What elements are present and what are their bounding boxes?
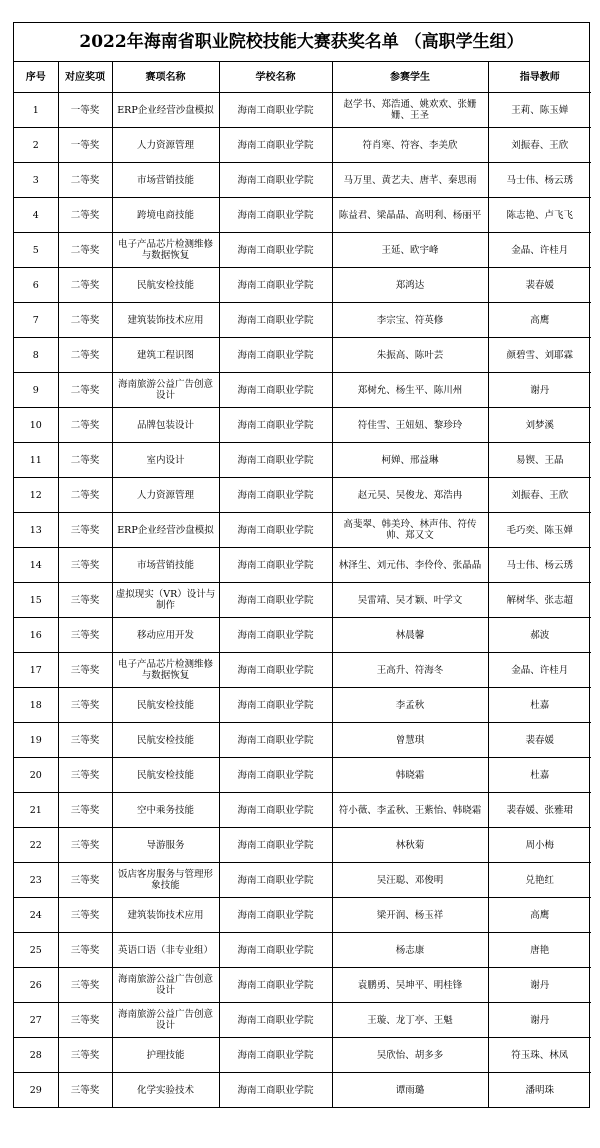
document-title: 2022年海南省职业院校技能大赛获奖名单 （高职学生组） bbox=[14, 23, 589, 62]
cell-teachers: 易锲、王晶 bbox=[488, 443, 591, 478]
cell-students: 李宗宝、符英修 bbox=[332, 303, 488, 338]
table-row bbox=[14, 723, 591, 758]
cell-students: 马万里、黄艺夫、唐芊、秦思雨 bbox=[332, 163, 488, 198]
cell-teachers: 郝波 bbox=[488, 618, 591, 653]
cell-index: 21 bbox=[14, 793, 58, 828]
cell-event: 导游服务 bbox=[112, 828, 219, 863]
cell-students: 吴雷靖、吴才颖、叶学文 bbox=[332, 583, 488, 618]
cell-students: 郑树允、杨生平、陈川州 bbox=[332, 373, 488, 408]
cell-index: 2 bbox=[14, 128, 58, 163]
cell-award: 二等奖 bbox=[58, 233, 112, 268]
cell-school: 海南工商职业学院 bbox=[219, 758, 332, 793]
cell-school: 海南工商职业学院 bbox=[219, 898, 332, 933]
cell-index: 19 bbox=[14, 723, 58, 758]
cell-event: 化学实验技术 bbox=[112, 1073, 219, 1108]
cell-students: 朱振高、陈叶芸 bbox=[332, 338, 488, 373]
cell-teachers: 高鹰 bbox=[488, 303, 591, 338]
cell-index: 8 bbox=[14, 338, 58, 373]
table-row bbox=[14, 688, 591, 723]
cell-event: 空中乘务技能 bbox=[112, 793, 219, 828]
cell-index: 22 bbox=[14, 828, 58, 863]
table-row bbox=[14, 828, 591, 863]
table-row bbox=[14, 163, 591, 198]
cell-school: 海南工商职业学院 bbox=[219, 1073, 332, 1108]
cell-students: 符佳雪、王妞妞、黎珍玲 bbox=[332, 408, 488, 443]
cell-index: 13 bbox=[14, 513, 58, 548]
cell-award: 三等奖 bbox=[58, 863, 112, 898]
cell-students: 赵元昊、吴俊龙、郑浩冉 bbox=[332, 478, 488, 513]
table-row bbox=[14, 618, 591, 653]
cell-teachers: 杜嘉 bbox=[488, 758, 591, 793]
cell-school: 海南工商职业学院 bbox=[219, 723, 332, 758]
cell-students: 郑鸿达 bbox=[332, 268, 488, 303]
cell-teachers: 高鹰 bbox=[488, 898, 591, 933]
cell-award: 二等奖 bbox=[58, 408, 112, 443]
cell-award: 三等奖 bbox=[58, 513, 112, 548]
cell-event: 人力资源管理 bbox=[112, 128, 219, 163]
cell-event: 海南旅游公益广告创意设计 bbox=[112, 1003, 219, 1038]
cell-school: 海南工商职业学院 bbox=[219, 338, 332, 373]
table-row bbox=[14, 758, 591, 793]
cell-students: 王高升、符海冬 bbox=[332, 653, 488, 688]
cell-index: 15 bbox=[14, 583, 58, 618]
cell-students: 吴欣怡、胡多多 bbox=[332, 1038, 488, 1073]
table-row bbox=[14, 478, 591, 513]
award-list-sheet bbox=[13, 22, 590, 1108]
header-school: 学校名称 bbox=[219, 62, 332, 93]
cell-award: 一等奖 bbox=[58, 128, 112, 163]
table-row bbox=[14, 653, 591, 688]
cell-index: 14 bbox=[14, 548, 58, 583]
table-row bbox=[14, 898, 591, 933]
cell-students: 曾慧琪 bbox=[332, 723, 488, 758]
cell-index: 18 bbox=[14, 688, 58, 723]
cell-school: 海南工商职业学院 bbox=[219, 93, 332, 128]
cell-event: ERP企业经营沙盘模拟 bbox=[112, 513, 219, 548]
cell-school: 海南工商职业学院 bbox=[219, 1003, 332, 1038]
table-row bbox=[14, 968, 591, 1003]
cell-event: 建筑工程识图 bbox=[112, 338, 219, 373]
cell-teachers: 兑艳红 bbox=[488, 863, 591, 898]
cell-school: 海南工商职业学院 bbox=[219, 653, 332, 688]
cell-award: 三等奖 bbox=[58, 968, 112, 1003]
cell-index: 27 bbox=[14, 1003, 58, 1038]
cell-school: 海南工商职业学院 bbox=[219, 688, 332, 723]
cell-teachers: 谢丹 bbox=[488, 373, 591, 408]
cell-school: 海南工商职业学院 bbox=[219, 793, 332, 828]
cell-students: 陈益君、梁晶晶、高明利、杨丽平 bbox=[332, 198, 488, 233]
cell-award: 三等奖 bbox=[58, 1073, 112, 1108]
cell-award: 二等奖 bbox=[58, 478, 112, 513]
table-row bbox=[14, 338, 591, 373]
cell-event: 室内设计 bbox=[112, 443, 219, 478]
cell-award: 三等奖 bbox=[58, 898, 112, 933]
cell-index: 9 bbox=[14, 373, 58, 408]
cell-event: 饭店客房服务与管理形象技能 bbox=[112, 863, 219, 898]
header-index: 序号 bbox=[14, 62, 58, 93]
table-row bbox=[14, 548, 591, 583]
cell-award: 二等奖 bbox=[58, 303, 112, 338]
table-header-row bbox=[14, 62, 591, 93]
cell-index: 16 bbox=[14, 618, 58, 653]
cell-students: 杨志康 bbox=[332, 933, 488, 968]
cell-index: 7 bbox=[14, 303, 58, 338]
cell-award: 三等奖 bbox=[58, 548, 112, 583]
table-row bbox=[14, 583, 591, 618]
cell-award: 三等奖 bbox=[58, 618, 112, 653]
cell-index: 12 bbox=[14, 478, 58, 513]
cell-award: 三等奖 bbox=[58, 758, 112, 793]
table-row bbox=[14, 443, 591, 478]
cell-students: 谭雨璐 bbox=[332, 1073, 488, 1108]
cell-teachers: 裴春媛 bbox=[488, 268, 591, 303]
cell-index: 24 bbox=[14, 898, 58, 933]
cell-event: 移动应用开发 bbox=[112, 618, 219, 653]
cell-teachers: 符玉珠、林凤 bbox=[488, 1038, 591, 1073]
cell-teachers: 金晶、许桂月 bbox=[488, 653, 591, 688]
cell-index: 29 bbox=[14, 1073, 58, 1108]
cell-award: 二等奖 bbox=[58, 163, 112, 198]
cell-school: 海南工商职业学院 bbox=[219, 163, 332, 198]
cell-event: 品牌包装设计 bbox=[112, 408, 219, 443]
header-students: 参赛学生 bbox=[332, 62, 488, 93]
cell-index: 5 bbox=[14, 233, 58, 268]
cell-event: 市场营销技能 bbox=[112, 548, 219, 583]
cell-teachers: 毛巧奕、陈玉婵 bbox=[488, 513, 591, 548]
cell-event: 建筑装饰技术应用 bbox=[112, 898, 219, 933]
cell-event: 海南旅游公益广告创意设计 bbox=[112, 968, 219, 1003]
cell-award: 二等奖 bbox=[58, 198, 112, 233]
cell-award: 三等奖 bbox=[58, 933, 112, 968]
cell-index: 17 bbox=[14, 653, 58, 688]
header-event: 赛项名称 bbox=[112, 62, 219, 93]
cell-event: 英语口语（非专业组） bbox=[112, 933, 219, 968]
cell-event: 民航安检技能 bbox=[112, 723, 219, 758]
cell-index: 20 bbox=[14, 758, 58, 793]
table-row bbox=[14, 233, 591, 268]
cell-school: 海南工商职业学院 bbox=[219, 618, 332, 653]
cell-students: 韩晓霜 bbox=[332, 758, 488, 793]
cell-school: 海南工商职业学院 bbox=[219, 268, 332, 303]
cell-award: 三等奖 bbox=[58, 688, 112, 723]
cell-event: 市场营销技能 bbox=[112, 163, 219, 198]
cell-award: 三等奖 bbox=[58, 1038, 112, 1073]
cell-event: 护理技能 bbox=[112, 1038, 219, 1073]
cell-teachers: 唐艳 bbox=[488, 933, 591, 968]
cell-teachers: 杜嘉 bbox=[488, 688, 591, 723]
cell-event: 建筑装饰技术应用 bbox=[112, 303, 219, 338]
cell-school: 海南工商职业学院 bbox=[219, 443, 332, 478]
table-row bbox=[14, 93, 591, 128]
award-table bbox=[14, 62, 591, 1107]
cell-event: 民航安检技能 bbox=[112, 688, 219, 723]
cell-students: 符肖寒、符容、李美欣 bbox=[332, 128, 488, 163]
cell-school: 海南工商职业学院 bbox=[219, 968, 332, 1003]
cell-students: 赵学书、郑浩通、姚欢欢、张姗姗、王圣 bbox=[332, 93, 488, 128]
cell-students: 林泽生、刘元伟、李伶伶、张晶晶 bbox=[332, 548, 488, 583]
cell-students: 柯婵、邢益琳 bbox=[332, 443, 488, 478]
cell-students: 林秋菊 bbox=[332, 828, 488, 863]
cell-event: 跨境电商技能 bbox=[112, 198, 219, 233]
cell-teachers: 刘梦溪 bbox=[488, 408, 591, 443]
cell-award: 一等奖 bbox=[58, 93, 112, 128]
cell-award: 二等奖 bbox=[58, 268, 112, 303]
cell-award: 二等奖 bbox=[58, 338, 112, 373]
cell-index: 4 bbox=[14, 198, 58, 233]
cell-index: 11 bbox=[14, 443, 58, 478]
cell-school: 海南工商职业学院 bbox=[219, 513, 332, 548]
cell-students: 王延、欧宇峰 bbox=[332, 233, 488, 268]
cell-award: 三等奖 bbox=[58, 583, 112, 618]
cell-index: 3 bbox=[14, 163, 58, 198]
cell-event: 民航安检技能 bbox=[112, 268, 219, 303]
cell-school: 海南工商职业学院 bbox=[219, 863, 332, 898]
header-teachers: 指导教师 bbox=[488, 62, 591, 93]
table-row bbox=[14, 793, 591, 828]
cell-teachers: 王莉、陈玉婵 bbox=[488, 93, 591, 128]
cell-teachers: 刘振春、王欣 bbox=[488, 128, 591, 163]
cell-teachers: 金晶、许桂月 bbox=[488, 233, 591, 268]
cell-event: 海南旅游公益广告创意设计 bbox=[112, 373, 219, 408]
cell-index: 23 bbox=[14, 863, 58, 898]
table-row bbox=[14, 198, 591, 233]
cell-school: 海南工商职业学院 bbox=[219, 828, 332, 863]
cell-students: 梁开润、杨玉祥 bbox=[332, 898, 488, 933]
cell-teachers: 刘振春、王欣 bbox=[488, 478, 591, 513]
cell-award: 二等奖 bbox=[58, 443, 112, 478]
table-row bbox=[14, 933, 591, 968]
cell-teachers: 马士伟、杨云琇 bbox=[488, 548, 591, 583]
cell-school: 海南工商职业学院 bbox=[219, 933, 332, 968]
cell-students: 李孟秋 bbox=[332, 688, 488, 723]
cell-teachers: 马士伟、杨云琇 bbox=[488, 163, 591, 198]
table-row bbox=[14, 1073, 591, 1108]
cell-award: 二等奖 bbox=[58, 373, 112, 408]
cell-students: 高斐翠、韩美玲、林声伟、符传帅、郑又文 bbox=[332, 513, 488, 548]
cell-teachers: 解树华、张志超 bbox=[488, 583, 591, 618]
cell-event: 电子产品芯片检测维修与数据恢复 bbox=[112, 653, 219, 688]
cell-teachers: 颜碧雪、刘耶霖 bbox=[488, 338, 591, 373]
cell-students: 袁鹏勇、吴坤平、明桂锋 bbox=[332, 968, 488, 1003]
cell-school: 海南工商职业学院 bbox=[219, 233, 332, 268]
cell-school: 海南工商职业学院 bbox=[219, 583, 332, 618]
cell-school: 海南工商职业学院 bbox=[219, 198, 332, 233]
cell-index: 6 bbox=[14, 268, 58, 303]
table-row bbox=[14, 863, 591, 898]
cell-school: 海南工商职业学院 bbox=[219, 303, 332, 338]
cell-teachers: 陈志艳、卢飞飞 bbox=[488, 198, 591, 233]
cell-event: 电子产品芯片检测维修与数据恢复 bbox=[112, 233, 219, 268]
table-row bbox=[14, 1038, 591, 1073]
table-row bbox=[14, 408, 591, 443]
cell-award: 三等奖 bbox=[58, 723, 112, 758]
cell-school: 海南工商职业学院 bbox=[219, 373, 332, 408]
table-row bbox=[14, 128, 591, 163]
cell-students: 符小薇、李孟秋、王紫怡、韩晓霜 bbox=[332, 793, 488, 828]
cell-index: 25 bbox=[14, 933, 58, 968]
cell-students: 林晨馨 bbox=[332, 618, 488, 653]
table-row bbox=[14, 303, 591, 338]
cell-index: 10 bbox=[14, 408, 58, 443]
cell-students: 吴汪聪、邓俊明 bbox=[332, 863, 488, 898]
table-row bbox=[14, 513, 591, 548]
cell-index: 26 bbox=[14, 968, 58, 1003]
cell-teachers: 周小梅 bbox=[488, 828, 591, 863]
table-row bbox=[14, 1003, 591, 1038]
cell-teachers: 谢丹 bbox=[488, 1003, 591, 1038]
header-award: 对应奖项 bbox=[58, 62, 112, 93]
cell-index: 1 bbox=[14, 93, 58, 128]
cell-school: 海南工商职业学院 bbox=[219, 548, 332, 583]
cell-school: 海南工商职业学院 bbox=[219, 1038, 332, 1073]
cell-event: ERP企业经营沙盘模拟 bbox=[112, 93, 219, 128]
cell-teachers: 谢丹 bbox=[488, 968, 591, 1003]
cell-award: 三等奖 bbox=[58, 828, 112, 863]
cell-event: 虚拟现实（VR）设计与制作 bbox=[112, 583, 219, 618]
cell-award: 三等奖 bbox=[58, 793, 112, 828]
cell-students: 王璇、龙丁亭、王魁 bbox=[332, 1003, 488, 1038]
cell-event: 人力资源管理 bbox=[112, 478, 219, 513]
cell-award: 三等奖 bbox=[58, 653, 112, 688]
cell-school: 海南工商职业学院 bbox=[219, 408, 332, 443]
cell-index: 28 bbox=[14, 1038, 58, 1073]
cell-school: 海南工商职业学院 bbox=[219, 478, 332, 513]
cell-school: 海南工商职业学院 bbox=[219, 128, 332, 163]
cell-event: 民航安检技能 bbox=[112, 758, 219, 793]
cell-teachers: 裴春媛、张雅珺 bbox=[488, 793, 591, 828]
table-row bbox=[14, 268, 591, 303]
table-row bbox=[14, 373, 591, 408]
cell-teachers: 潘明珠 bbox=[488, 1073, 591, 1108]
cell-award: 三等奖 bbox=[58, 1003, 112, 1038]
cell-teachers: 裴春媛 bbox=[488, 723, 591, 758]
